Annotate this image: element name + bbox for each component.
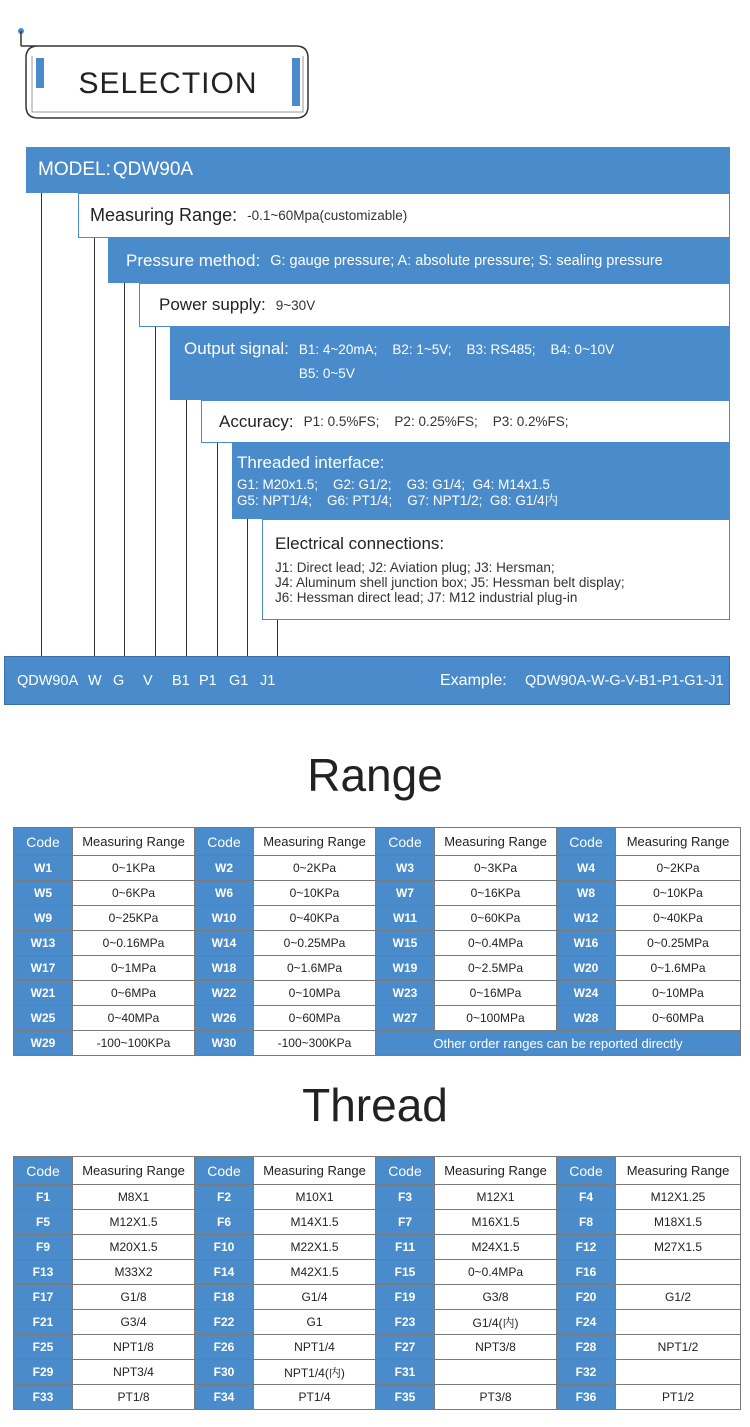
range-cell: M42X1.5 — [254, 1260, 376, 1285]
table-row — [14, 1310, 741, 1335]
table-header-row — [14, 1157, 741, 1185]
range-cell: NPT3/8 — [435, 1335, 557, 1360]
code-cell: W10 — [195, 906, 254, 931]
code-cell: F18 — [195, 1285, 254, 1310]
range-cell — [616, 1360, 741, 1385]
code-cell: W16 — [557, 931, 616, 956]
code-cell: F11 — [376, 1235, 435, 1260]
code-cell: F15 — [376, 1260, 435, 1285]
table-row — [14, 881, 741, 906]
header-range: Measuring Range — [435, 828, 557, 856]
range-cell — [435, 1360, 557, 1385]
table-row — [14, 956, 741, 981]
range-cell: M12X1 — [435, 1185, 557, 1210]
table-row — [14, 1285, 741, 1310]
range-cell: 0~16MPa — [435, 981, 557, 1006]
table-row — [14, 1385, 741, 1410]
code-cell: W12 — [557, 906, 616, 931]
range-cell: -100~300KPa — [254, 1031, 376, 1056]
code-cell: F6 — [195, 1210, 254, 1235]
code-cell: W25 — [14, 1006, 73, 1031]
range-cell: M20X1.5 — [73, 1235, 195, 1260]
connector-line — [94, 238, 95, 656]
header-range: Measuring Range — [73, 1157, 195, 1185]
code-cell: W3 — [376, 856, 435, 881]
header-code: Code — [14, 1157, 73, 1185]
code-cell: F9 — [14, 1235, 73, 1260]
header-code: Code — [195, 828, 254, 856]
range-cell: 0~40KPa — [254, 906, 376, 931]
range-cell: G1/4 — [254, 1285, 376, 1310]
range-cell: 0~0.4MPa — [435, 1260, 557, 1285]
code-cell: W30 — [195, 1031, 254, 1056]
code-cell: F26 — [195, 1335, 254, 1360]
range-cell: 0~2KPa — [616, 856, 741, 881]
code-cell: W11 — [376, 906, 435, 931]
header-code: Code — [557, 828, 616, 856]
range-cell: 0~1MPa — [73, 956, 195, 981]
selection-badge — [18, 28, 314, 122]
range-cell: 0~60KPa — [435, 906, 557, 931]
table-row — [14, 1235, 741, 1260]
accuracy-value: P1: 0.5%FS; P2: 0.25%FS; P3: 0.2%FS; — [303, 414, 569, 429]
code-cell: W28 — [557, 1006, 616, 1031]
code-cell: F3 — [376, 1185, 435, 1210]
code-part-electrical: J1 — [260, 672, 276, 689]
range-cell: NPT3/4 — [73, 1360, 195, 1385]
range-cell: M14X1.5 — [254, 1210, 376, 1235]
header-range: Measuring Range — [254, 828, 376, 856]
range-cell: G1/8 — [73, 1285, 195, 1310]
code-cell: F27 — [376, 1335, 435, 1360]
range-cell: 0~6MPa — [73, 981, 195, 1006]
code-cell: F8 — [557, 1210, 616, 1235]
range-cell: G3/4 — [73, 1310, 195, 1335]
code-cell: F2 — [195, 1185, 254, 1210]
code-cell: F22 — [195, 1310, 254, 1335]
code-part-power: V — [143, 672, 153, 689]
measuring-range-value: -0.1~60Mpa(customizable) — [247, 208, 408, 223]
connector-line — [155, 327, 156, 656]
code-cell: W15 — [376, 931, 435, 956]
code-cell: W23 — [376, 981, 435, 1006]
connector-line — [186, 400, 187, 656]
range-cell: 0~1KPa — [73, 856, 195, 881]
code-cell: W21 — [14, 981, 73, 1006]
model-value: QDW90A — [112, 159, 194, 180]
code-cell: F23 — [376, 1310, 435, 1335]
range-cell: 0~10MPa — [616, 981, 741, 1006]
range-cell: G3/8 — [435, 1285, 557, 1310]
code-cell: W20 — [557, 956, 616, 981]
code-cell: W24 — [557, 981, 616, 1006]
threaded-interface-row — [232, 443, 730, 519]
output-signal-label: Output signal: — [184, 339, 289, 358]
electrical-connections-line2: J4: Aluminum shell junction box; J5: Hessman belt display; — [275, 575, 625, 590]
accuracy-row — [201, 400, 730, 443]
code-cell: F12 — [557, 1235, 616, 1260]
code-cell: W22 — [195, 981, 254, 1006]
threaded-interface-label: Threaded interface: — [237, 453, 385, 472]
range-cell: M16X1.5 — [435, 1210, 557, 1235]
range-cell: M10X1 — [254, 1185, 376, 1210]
code-part-thread: G1 — [229, 672, 249, 689]
electrical-connections-label: Electrical connections: — [275, 534, 445, 553]
code-part-pressure: G — [113, 672, 125, 689]
measuring-range-row — [78, 193, 730, 238]
range-cell: 0~0.25MPa — [254, 931, 376, 956]
range-cell: M27X1.5 — [616, 1235, 741, 1260]
table-row — [14, 1360, 741, 1385]
range-cell: 0~3KPa — [435, 856, 557, 881]
table-row — [14, 906, 741, 931]
code-cell: W8 — [557, 881, 616, 906]
code-part-output: B1 — [172, 672, 190, 689]
electrical-connections-row — [262, 519, 730, 620]
range-cell — [616, 1310, 741, 1335]
range-cell: 0~10KPa — [254, 881, 376, 906]
table-header-row — [14, 828, 741, 856]
range-cell: M24X1.5 — [435, 1235, 557, 1260]
code-cell: W18 — [195, 956, 254, 981]
power-supply-row — [139, 283, 730, 327]
range-cell: 0~10KPa — [616, 881, 741, 906]
output-signal-value-line2: B5: 0~5V — [298, 366, 355, 381]
code-cell: F32 — [557, 1360, 616, 1385]
range-cell: 0~2KPa — [254, 856, 376, 881]
code-cell: W4 — [557, 856, 616, 881]
code-cell: F5 — [14, 1210, 73, 1235]
code-cell: F34 — [195, 1385, 254, 1410]
table-row — [14, 1335, 741, 1360]
range-title: Range — [307, 749, 443, 801]
range-cell: 0~0.16MPa — [73, 931, 195, 956]
table-row — [14, 1031, 741, 1056]
header-range: Measuring Range — [73, 828, 195, 856]
code-cell: F25 — [14, 1335, 73, 1360]
header-range: Measuring Range — [616, 1157, 741, 1185]
range-cell — [616, 1260, 741, 1285]
range-cell: NPT1/2 — [616, 1335, 741, 1360]
range-cell: 0~25KPa — [73, 906, 195, 931]
range-cell: M8X1 — [73, 1185, 195, 1210]
range-cell: 0~6KPa — [73, 881, 195, 906]
output-signal-value-line1: B1: 4~20mA; B2: 1~5V; B3: RS485; B4: 0~10V — [298, 342, 614, 357]
pressure-method-label: Pressure method: — [126, 250, 261, 270]
thread-table — [13, 1156, 741, 1410]
model-bar — [26, 147, 730, 193]
range-note: Other order ranges can be reported directly — [376, 1031, 741, 1056]
code-cell: F16 — [557, 1260, 616, 1285]
power-supply-label: Power supply: — [159, 295, 266, 314]
connector-line — [217, 443, 218, 656]
range-cell: 0~60MPa — [254, 1006, 376, 1031]
range-cell: PT1/4 — [254, 1385, 376, 1410]
header-code: Code — [14, 828, 73, 856]
output-signal-row — [170, 327, 730, 400]
example-label: Example: — [440, 671, 507, 689]
code-cell: W14 — [195, 931, 254, 956]
model-code-bar — [4, 656, 730, 705]
range-cell: 0~0.4MPa — [435, 931, 557, 956]
table-row — [14, 981, 741, 1006]
power-supply-value: 9~30V — [275, 297, 316, 313]
threaded-interface-line2: G5: NPT1/4; G6: PT1/4; G7: NPT1/2; G8: G1/4内 — [237, 493, 559, 508]
table-row — [14, 1006, 741, 1031]
range-cell: PT1/8 — [73, 1385, 195, 1410]
code-cell: F21 — [14, 1310, 73, 1335]
code-cell: W27 — [376, 1006, 435, 1031]
code-cell: W19 — [376, 956, 435, 981]
range-cell: NPT1/4(内) — [254, 1360, 376, 1385]
range-cell: 0~60MPa — [616, 1006, 741, 1031]
code-cell: F13 — [14, 1260, 73, 1285]
code-part-model: QDW90A — [17, 672, 79, 689]
code-cell: F19 — [376, 1285, 435, 1310]
measuring-range-label: Measuring Range: — [90, 205, 238, 225]
header-code: Code — [376, 1157, 435, 1185]
header-code: Code — [376, 828, 435, 856]
range-cell: 0~2.5MPa — [435, 956, 557, 981]
model-label: MODEL: — [38, 159, 111, 180]
code-cell: F33 — [14, 1385, 73, 1410]
code-cell: W26 — [195, 1006, 254, 1031]
code-cell: F30 — [195, 1360, 254, 1385]
range-cell: NPT1/8 — [73, 1335, 195, 1360]
code-cell: F28 — [557, 1335, 616, 1360]
range-table — [13, 827, 741, 1056]
code-part-range: W — [88, 672, 102, 689]
range-cell: -100~100KPa — [73, 1031, 195, 1056]
code-cell: F20 — [557, 1285, 616, 1310]
pressure-method-row — [108, 238, 730, 283]
range-cell: PT3/8 — [435, 1385, 557, 1410]
code-cell: F17 — [14, 1285, 73, 1310]
table-row — [14, 1260, 741, 1285]
range-cell: 0~40MPa — [73, 1006, 195, 1031]
code-cell: F31 — [376, 1360, 435, 1385]
code-cell: F29 — [14, 1360, 73, 1385]
code-part-accuracy: P1 — [199, 672, 217, 689]
code-cell: F14 — [195, 1260, 254, 1285]
code-cell: W7 — [376, 881, 435, 906]
code-cell: W29 — [14, 1031, 73, 1056]
code-cell: F7 — [376, 1210, 435, 1235]
code-cell: F24 — [557, 1310, 616, 1335]
range-cell: M22X1.5 — [254, 1235, 376, 1260]
code-cell: F4 — [557, 1185, 616, 1210]
table-row — [14, 856, 741, 881]
page-title: SELECTION — [78, 60, 258, 108]
code-cell: W6 — [195, 881, 254, 906]
code-cell: W9 — [14, 906, 73, 931]
connector-line — [41, 193, 42, 656]
header-code: Code — [557, 1157, 616, 1185]
range-cell: 0~1.6MPa — [616, 956, 741, 981]
code-cell: W17 — [14, 956, 73, 981]
range-cell: M33X2 — [73, 1260, 195, 1285]
range-cell: 0~100MPa — [435, 1006, 557, 1031]
pressure-method-value: G: gauge pressure; A: absolute pressure; S: sealing pressure — [270, 252, 663, 269]
code-cell: F36 — [557, 1385, 616, 1410]
table-row — [14, 1210, 741, 1235]
code-cell: F35 — [376, 1385, 435, 1410]
code-cell: F1 — [14, 1185, 73, 1210]
range-cell: G1/2 — [616, 1285, 741, 1310]
connector-line — [277, 620, 278, 656]
example-value: QDW90A-W-G-V-B1-P1-G1-J1 — [525, 672, 724, 689]
electrical-connections-line3: J6: Hessman direct lead; J7: M12 industrial plug-in — [275, 590, 578, 605]
range-cell: M12X1.5 — [73, 1210, 195, 1235]
electrical-connections-line1: J1: Direct lead; J2: Aviation plug; J3: Hersman; — [275, 560, 555, 575]
code-cell: F10 — [195, 1235, 254, 1260]
range-cell: 0~1.6MPa — [254, 956, 376, 981]
range-cell: PT1/2 — [616, 1385, 741, 1410]
connector-line — [124, 283, 125, 656]
range-cell: G1 — [254, 1310, 376, 1335]
range-cell: G1/4(内) — [435, 1310, 557, 1335]
range-cell: 0~10MPa — [254, 981, 376, 1006]
header-code: Code — [195, 1157, 254, 1185]
code-cell: W2 — [195, 856, 254, 881]
code-cell: W13 — [14, 931, 73, 956]
header-range: Measuring Range — [254, 1157, 376, 1185]
range-cell: 0~16KPa — [435, 881, 557, 906]
range-cell: 0~40KPa — [616, 906, 741, 931]
threaded-interface-line1: G1: M20x1.5; G2: G1/2; G3: G1/4; G4: M14x1.5 — [237, 477, 550, 492]
header-range: Measuring Range — [435, 1157, 557, 1185]
code-cell: W1 — [14, 856, 73, 881]
table-row — [14, 1185, 741, 1210]
connector-line — [247, 519, 248, 656]
range-cell: M18X1.5 — [616, 1210, 741, 1235]
header-range: Measuring Range — [616, 828, 741, 856]
range-cell: M12X1.25 — [616, 1185, 741, 1210]
thread-title: Thread — [302, 1079, 448, 1131]
accuracy-label: Accuracy: — [219, 411, 294, 431]
code-cell: W5 — [14, 881, 73, 906]
range-cell: NPT1/4 — [254, 1335, 376, 1360]
table-row — [14, 931, 741, 956]
range-cell: 0~0.25MPa — [616, 931, 741, 956]
